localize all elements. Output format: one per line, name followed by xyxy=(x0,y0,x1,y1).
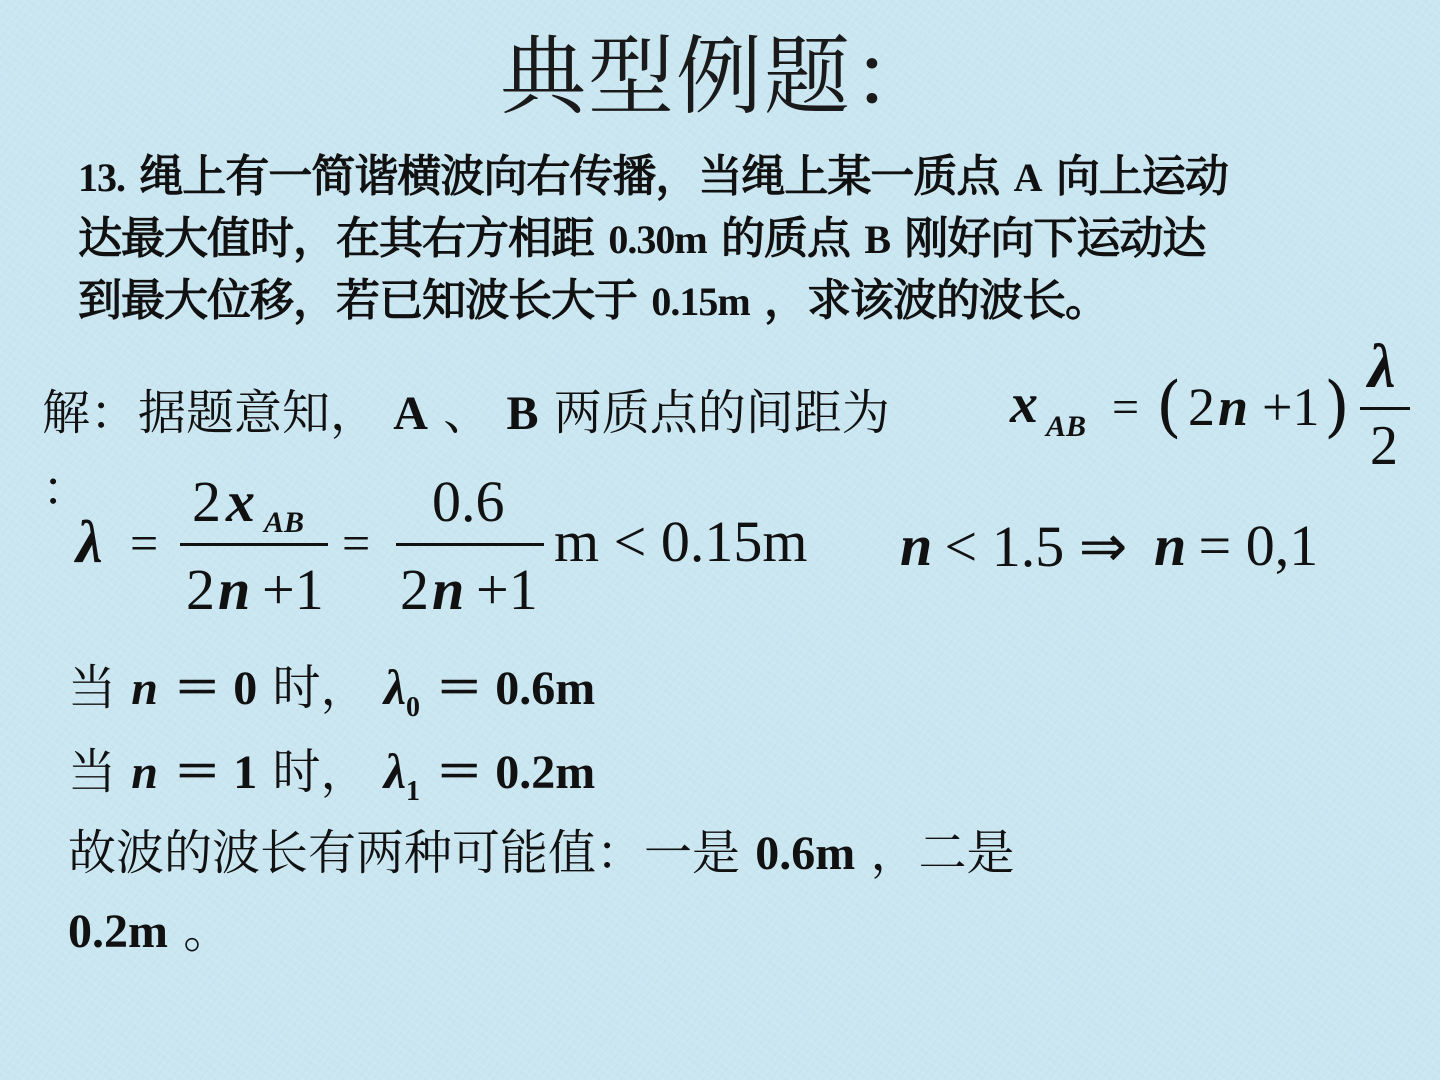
case-mid: 时， xyxy=(272,660,369,716)
subscript-ab: AB xyxy=(264,506,305,539)
equals-sign: = xyxy=(342,515,371,571)
case-n1 xyxy=(68,740,595,823)
plus-one: +1 xyxy=(476,557,538,622)
lambda-symbol: λ xyxy=(383,659,407,715)
problem-text: ，求该波的波长。 xyxy=(763,275,1108,326)
problem-text: 刚好向下运动达 xyxy=(904,213,1206,264)
lambda-subscript: 0 xyxy=(406,692,421,723)
subscript-ab: AB xyxy=(1046,410,1087,443)
conclusion-line-2 xyxy=(68,900,231,963)
slide-title: 典型例题： xyxy=(500,27,940,127)
coef-two: 2 xyxy=(1188,377,1215,437)
problem-text: 向上运动 xyxy=(1055,151,1228,202)
equals-sign: = xyxy=(1112,381,1140,434)
distance-value: 0.30m xyxy=(608,217,707,262)
intro-colon: ： xyxy=(42,461,91,517)
point-b-label: B xyxy=(506,387,539,440)
open-paren: ( xyxy=(1156,368,1182,445)
var-n: n xyxy=(131,746,158,799)
point-a-label: A xyxy=(393,387,428,440)
problem-text: 到最大位移，若已知波长大于 xyxy=(78,275,637,326)
n-value: ＝ 1 xyxy=(173,746,258,799)
problem-line-3 xyxy=(78,270,1108,333)
lambda-subscript: 1 xyxy=(406,776,421,807)
condition: < 1.5 ⇒ xyxy=(930,514,1142,579)
n-value: ＝ 0 xyxy=(173,662,258,715)
denominator-two: 2 xyxy=(400,557,429,622)
wavelength-result: ＝ 0.2m xyxy=(435,746,596,799)
problem-line-2 xyxy=(78,208,1205,271)
case-mid: 时， xyxy=(272,744,369,800)
numerator-value: 0.6 xyxy=(432,469,505,534)
var-n: n xyxy=(432,557,465,622)
wavelength-value-2: 0.2m xyxy=(68,905,168,958)
close-paren: ) xyxy=(1324,368,1350,445)
conclusion-text: ，二是 xyxy=(870,825,1015,881)
denominator: 2 xyxy=(1370,415,1398,477)
n-values: = 0,1 xyxy=(1184,513,1319,578)
fraction-bar xyxy=(180,543,328,546)
solution-intro xyxy=(42,382,890,445)
plus-one: +1 xyxy=(262,557,324,622)
problem-text: 达最大值时，在其右方相距 xyxy=(78,213,594,264)
var-n: n xyxy=(1218,377,1249,437)
numerator-two: 2 xyxy=(192,469,221,534)
var-n: n xyxy=(131,662,158,715)
var-x: x xyxy=(1010,373,1038,435)
var-n: n xyxy=(218,557,251,622)
denominator-two: 2 xyxy=(186,557,215,622)
lambda-symbol: λ xyxy=(1368,333,1396,401)
problem-number: 13. xyxy=(78,155,125,200)
separator: 、 xyxy=(443,385,492,441)
case-n0 xyxy=(68,656,595,739)
wavelength-bound: 0.15m xyxy=(651,279,750,324)
lambda-symbol: λ xyxy=(76,509,103,575)
solution-text: 两质点的间距为 xyxy=(553,385,890,441)
point-b-label: B xyxy=(864,217,890,262)
conclusion-text: 。 xyxy=(183,903,232,959)
var-n: n xyxy=(900,513,933,578)
inequality-bound: m < 0.15m xyxy=(554,509,808,574)
conclusion-text: 故波的波长有两种可能值：一是 xyxy=(68,825,741,881)
point-a-label: A xyxy=(1013,155,1042,200)
problem-text: 的质点 xyxy=(720,213,850,264)
fraction-bar xyxy=(1360,407,1410,410)
wavelength-value-1: 0.6m xyxy=(755,827,856,880)
equals-sign: = xyxy=(130,515,159,571)
var-n: n xyxy=(1154,513,1187,578)
lambda-symbol: λ xyxy=(383,743,407,799)
wavelength-result: ＝ 0.6m xyxy=(435,662,596,715)
plus-one: +1 xyxy=(1262,377,1320,437)
var-x: x xyxy=(226,469,255,534)
problem-text: 绳上有一简谐横波向右传播，当绳上某一质点 xyxy=(139,151,1000,202)
problem-line-1 xyxy=(78,146,1228,209)
case-prefix: 当 xyxy=(68,744,117,800)
solution-text: 解：据题意知， xyxy=(42,385,379,441)
case-prefix: 当 xyxy=(68,660,117,716)
fraction-bar xyxy=(396,543,544,546)
conclusion-line-1 xyxy=(68,822,1015,885)
